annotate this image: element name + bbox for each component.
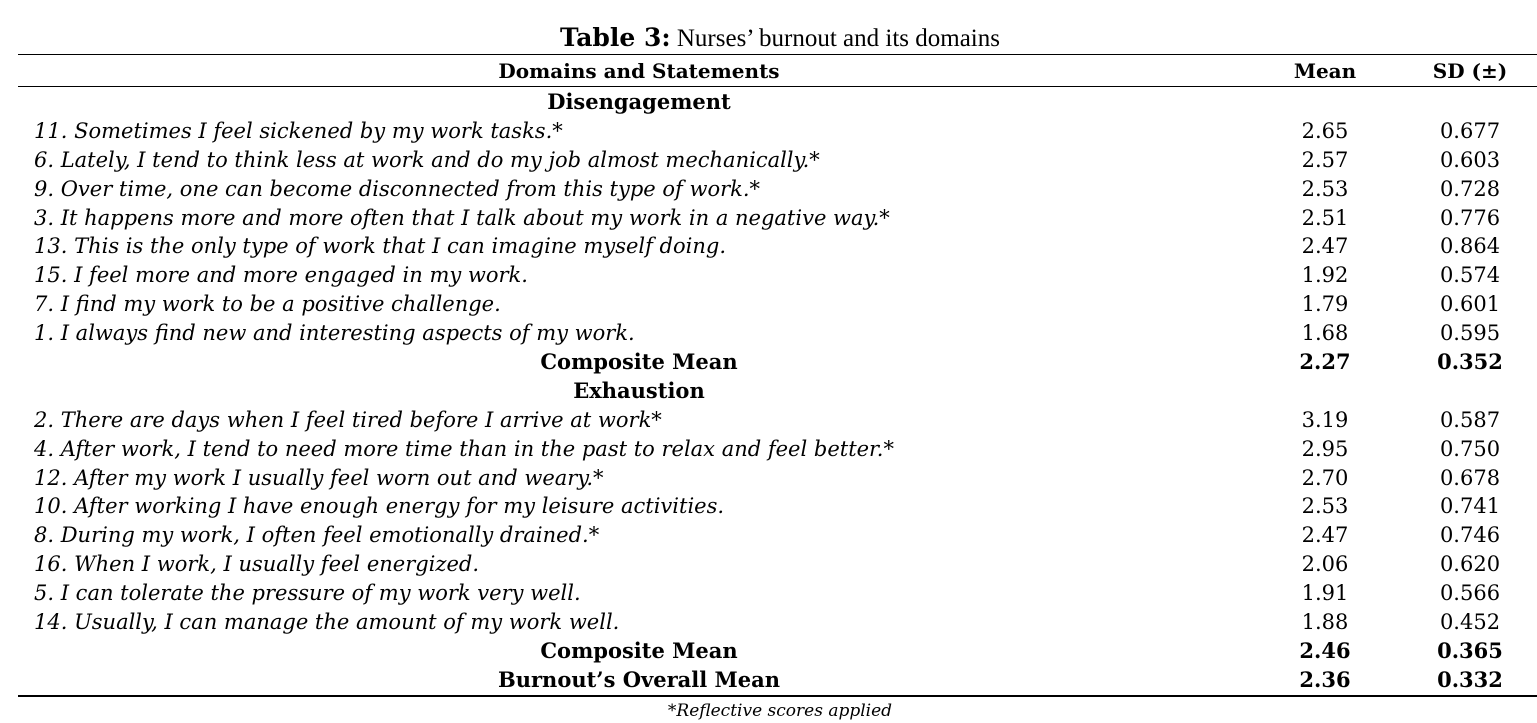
statement-cell: 16. When I work, I usually feel energized.	[34, 552, 480, 577]
overall-label: Burnout’s Overall Mean	[497, 666, 781, 692]
composite-sd-value: 0.365	[1437, 637, 1503, 663]
table-row	[0, 175, 1537, 204]
sd-cell: 0.678	[1439, 465, 1501, 490]
statement-cell: 1. I always find new and interesting aspects of my work.	[34, 321, 635, 346]
table-caption	[0, 22, 1537, 55]
sd-cell: 0.601	[1439, 292, 1501, 317]
mean-cell: 2.70	[1301, 465, 1349, 490]
sd-cell: 0.566	[1439, 581, 1501, 606]
header-statements: Domains and Statements	[498, 59, 780, 83]
overall-mean-value: 2.36	[1299, 666, 1351, 692]
statement-cell: 8. During my work, I often feel emotionally drained.*	[34, 523, 600, 548]
section-title-row	[0, 88, 1537, 117]
table-row	[0, 608, 1537, 637]
table-row	[0, 319, 1537, 348]
statement-cell: 9. Over time, one can become disconnected from this type of work.*	[34, 176, 761, 201]
overall-mean-row	[0, 666, 1537, 695]
mean-cell: 3.19	[1301, 407, 1349, 432]
mean-cell: 2.57	[1301, 147, 1349, 172]
mean-cell: 2.47	[1301, 234, 1349, 259]
mean-cell: 2.51	[1301, 205, 1349, 230]
overall-sd-value: 0.332	[1437, 666, 1503, 692]
table-row	[0, 579, 1537, 608]
mean-cell: 2.95	[1301, 436, 1349, 461]
header-sd: SD (±)	[1432, 59, 1508, 83]
sd-cell: 0.746	[1439, 523, 1501, 548]
statement-cell: 6. Lately, I tend to think less at work and do my job almost mechanically.*	[34, 147, 820, 172]
header-mean: Mean	[1293, 59, 1357, 83]
section-title-row	[0, 377, 1537, 406]
table-row	[0, 550, 1537, 579]
statement-cell: 4. After work, I tend to need more time than in the past to relax and feel better.*	[34, 436, 894, 461]
table-row	[0, 290, 1537, 319]
table-header	[0, 57, 1537, 85]
statement-cell: 5. I can tolerate the pressure of my work very well.	[34, 581, 581, 606]
statement-cell: 11. Sometimes I feel sickened by my work tasks.*	[34, 118, 563, 143]
sd-cell: 0.750	[1439, 436, 1501, 461]
table-row	[0, 521, 1537, 550]
composite-mean-row	[0, 637, 1537, 666]
sd-cell: 0.574	[1439, 263, 1501, 288]
statement-cell: 12. After my work I usually feel worn out and weary.*	[34, 465, 604, 490]
table-row	[0, 146, 1537, 175]
sd-cell: 0.677	[1439, 118, 1501, 143]
table-row	[0, 204, 1537, 233]
composite-sd-value: 0.352	[1437, 349, 1503, 375]
mean-cell: 1.88	[1301, 610, 1349, 635]
table-row	[0, 435, 1537, 464]
table-body	[0, 88, 1537, 695]
composite-label: Composite Mean	[540, 637, 738, 663]
table-row	[0, 117, 1537, 146]
mean-cell: 1.91	[1301, 581, 1349, 606]
sd-cell: 0.452	[1439, 610, 1501, 635]
mean-cell: 1.79	[1301, 292, 1349, 317]
sd-cell: 0.595	[1439, 321, 1501, 346]
sd-cell: 0.620	[1439, 552, 1501, 577]
composite-mean-row	[0, 348, 1537, 377]
table-caption-label: Table 3:	[560, 23, 671, 52]
table-footnote: *Reflective scores applied	[667, 701, 893, 721]
table-row	[0, 492, 1537, 521]
composite-mean-value: 2.27	[1299, 349, 1351, 375]
mean-cell: 1.92	[1301, 263, 1349, 288]
statement-cell: 14. Usually, I can manage the amount of my work well.	[34, 610, 620, 635]
mean-cell: 2.65	[1301, 118, 1349, 143]
mean-cell: 2.47	[1301, 523, 1349, 548]
composite-label: Composite Mean	[540, 349, 738, 375]
mean-cell: 2.53	[1301, 494, 1349, 519]
table-top-rule	[18, 54, 1537, 55]
statement-cell: 3. It happens more and more often that I talk about my work in a negative way.*	[34, 205, 890, 230]
table-row	[0, 232, 1537, 261]
statement-cell: 13. This is the only type of work that I can imagine myself doing.	[34, 234, 727, 259]
mean-cell: 1.68	[1301, 321, 1349, 346]
sd-cell: 0.776	[1439, 205, 1501, 230]
sd-cell: 0.728	[1439, 176, 1501, 201]
section-title: Exhaustion	[573, 377, 705, 403]
table-header-rule	[18, 86, 1537, 87]
composite-mean-value: 2.46	[1299, 637, 1351, 663]
statement-cell: 2. There are days when I feel tired before I arrive at work*	[34, 407, 662, 432]
mean-cell: 2.06	[1301, 552, 1349, 577]
table-row	[0, 464, 1537, 493]
statement-cell: 7. I find my work to be a positive challenge.	[34, 292, 501, 317]
table-row	[0, 406, 1537, 435]
sd-cell: 0.603	[1439, 147, 1501, 172]
table-caption-text: Nurses’ burnout and its domains	[670, 25, 1000, 52]
table-row	[0, 261, 1537, 290]
statement-cell: 15. I feel more and more engaged in my work.	[34, 263, 528, 288]
sd-cell: 0.741	[1439, 494, 1501, 519]
statement-cell: 10. After working I have enough energy for my leisure activities.	[34, 494, 725, 519]
section-title: Disengagement	[547, 89, 731, 114]
mean-cell: 2.53	[1301, 176, 1349, 201]
sd-cell: 0.864	[1439, 234, 1501, 259]
sd-cell: 0.587	[1439, 407, 1501, 432]
table-bottom-rule	[18, 695, 1537, 697]
